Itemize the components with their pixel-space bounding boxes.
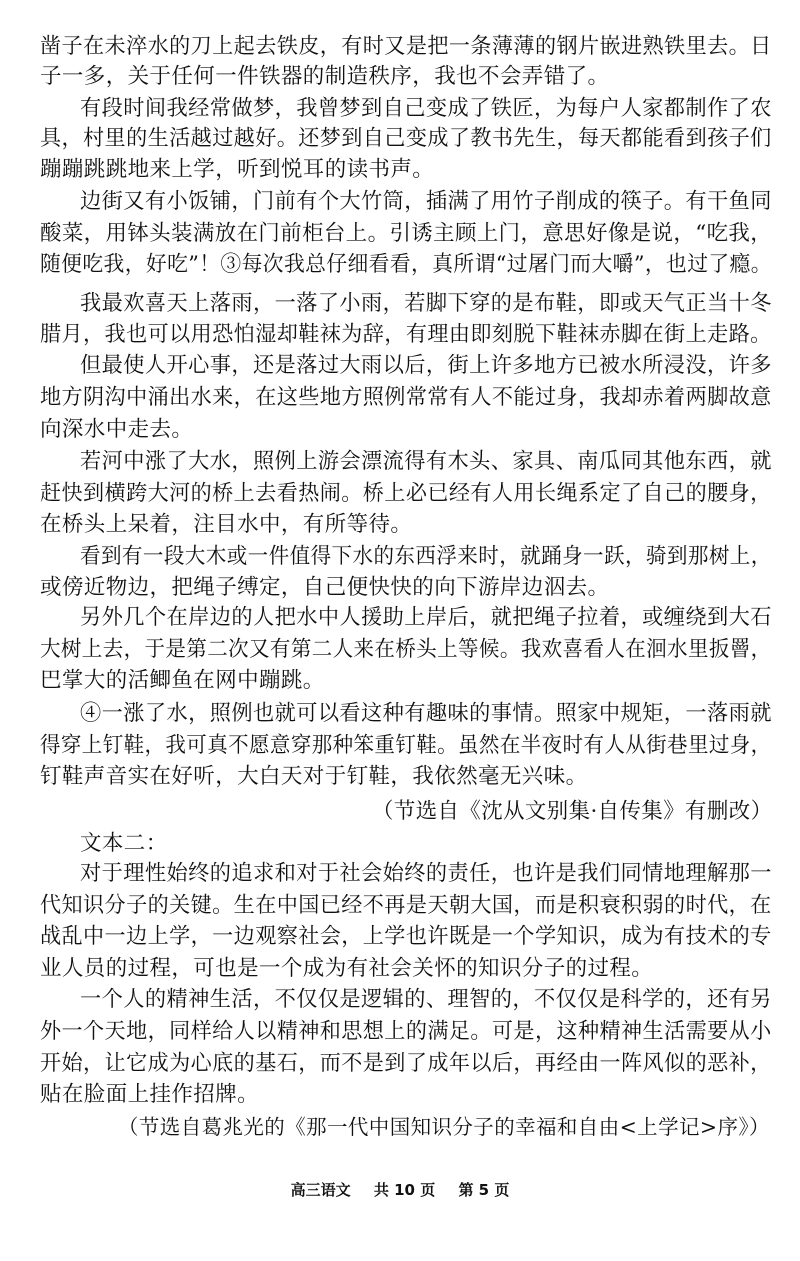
text1-line: 具，村里的生活越过越好。还梦到自己变成了教书先生，每天都能看到孩子们 xyxy=(40,126,772,151)
text1-line: 巴掌大的活鲫鱼在网中蹦跳。 xyxy=(40,668,325,693)
text2-heading: 文本二： xyxy=(80,831,168,856)
text1-line: 我最欢喜天上落雨，一落了小雨，若脚下穿的是布鞋，即或天气正当十冬 xyxy=(80,291,772,316)
text1-line: 随便吃我，好吃”！③每次我总仔细看看，真所谓“过屠门而大嚼”，也过了瘾。 xyxy=(40,252,772,277)
text1-line: 子一多，关于任何一件铁器的制造秩序，我也不会弄错了。 xyxy=(40,64,610,89)
text1-line: 边街又有小饭铺，门前有个大竹筒，插满了用竹子削成的筷子。有干鱼同 xyxy=(80,189,772,214)
text2-line: 对于理性始终的追求和对于社会始终的责任，也许是我们同情地理解那一 xyxy=(80,861,772,886)
text1-line: 腊月，我也可以用恐怕湿却鞋袜为辞，有理由即刻脱下鞋袜赤脚在街上走路。 xyxy=(40,322,772,347)
text2-line: 外一个天地，同样给人以精神和思想上的满足。可是，这种精神生活需要从小 xyxy=(40,1019,772,1044)
text1-line: 看到有一段大木或一件值得下水的东西浮来时，就踊身一跃，骑到那树上， xyxy=(80,544,772,569)
text2-line: 开始，让它成为心底的基石，而不是到了成年以后，再经由一阵风似的恶补， xyxy=(40,1051,772,1076)
text2-line: 战乱中一边上学，一边观察社会，上学也许既是一个学知识，成为有技术的专 xyxy=(40,924,772,949)
text1-line: 凿子在未淬水的刀上起去铁皮，有时又是把一条薄薄的钢片嵌进熟铁里去。日 xyxy=(40,34,772,59)
text1-line: 若河中涨了大水，照例上游会漂流得有木头、家具、南瓜同其他东西，就 xyxy=(80,449,772,474)
footer-subject: 高三语文 xyxy=(290,1181,351,1199)
text1-line: 酸菜，用钵头装满放在门前柜台上。引诱主顾上门，意思好像是说，“吃我， xyxy=(40,221,773,246)
text1-line: 或傍近物边，把绳子缚定，自己便快快的向下游岸边泅去。 xyxy=(40,575,610,600)
text1-line: 在桥头上呆着，注目水中，有所等待。 xyxy=(40,512,413,537)
text2-line: 贴在脸面上挂作招牌。 xyxy=(40,1082,260,1107)
page-footer xyxy=(0,1179,800,1200)
footer-page-number: 第 5 页 xyxy=(458,1181,510,1199)
text2-line: 业人员的过程，可也是一个成为有社会关怀的知识分子的过程。 xyxy=(40,956,654,981)
text1-line: 向深水中走去。 xyxy=(40,417,194,442)
text1-line: ④一涨了水，照例也就可以看这种有趣味的事情。照家中规矩，一落雨就 xyxy=(80,701,772,726)
text2-line: 代知识分子的关键。生在中国已经不再是天朝大国，而是积衰积弱的时代，在 xyxy=(40,893,772,918)
text1-line: 有段时间我经常做梦，我曾梦到自己变成了铁匠，为每户人家都制作了农 xyxy=(80,96,772,121)
text1-line: 另外几个在岸边的人把水中人援助上岸后，就把绳子拉着，或缠绕到大石 xyxy=(80,605,772,630)
text1-line: 大树上去，于是第二次又有第二人来在桥头上等候。我欢喜看人在洄水里扳罾， xyxy=(40,637,772,662)
text1-line: 但最使人开心事，还是落过大雨以后，街上许多地方已被水所浸没，许多 xyxy=(80,353,772,378)
text1-line: 赶快到横跨大河的桥上去看热闹。桥上必已经有人用长绳系定了自己的腰身， xyxy=(40,481,772,506)
text2-line: 一个人的精神生活，不仅仅是逻辑的、理智的，不仅仅是科学的，还有另 xyxy=(80,987,772,1012)
footer-total-pages: 共 10 页 xyxy=(373,1181,436,1199)
text1-line: 钉鞋声音实在好听，大白天对于钉鞋，我依然毫无兴味。 xyxy=(40,764,588,789)
text1-line: 得穿上钉鞋，我可真不愿意穿那种笨重钉鞋。虽然在半夜时有人从街巷里过身， xyxy=(40,733,772,758)
text1-source: （节选自《沈从文别集·自传集》有删改） xyxy=(372,799,773,824)
text2-source: （节选自葛兆光的《那一代中国知识分子的幸福和自由<上学记>序》） xyxy=(118,1115,770,1139)
text1-line: 蹦蹦跳跳地来上学，听到悦耳的读书声。 xyxy=(40,157,435,182)
text1-line: 地方阴沟中涌出水来，在这些地方照例常常有人不能过身，我却赤着两脚故意 xyxy=(40,385,772,410)
